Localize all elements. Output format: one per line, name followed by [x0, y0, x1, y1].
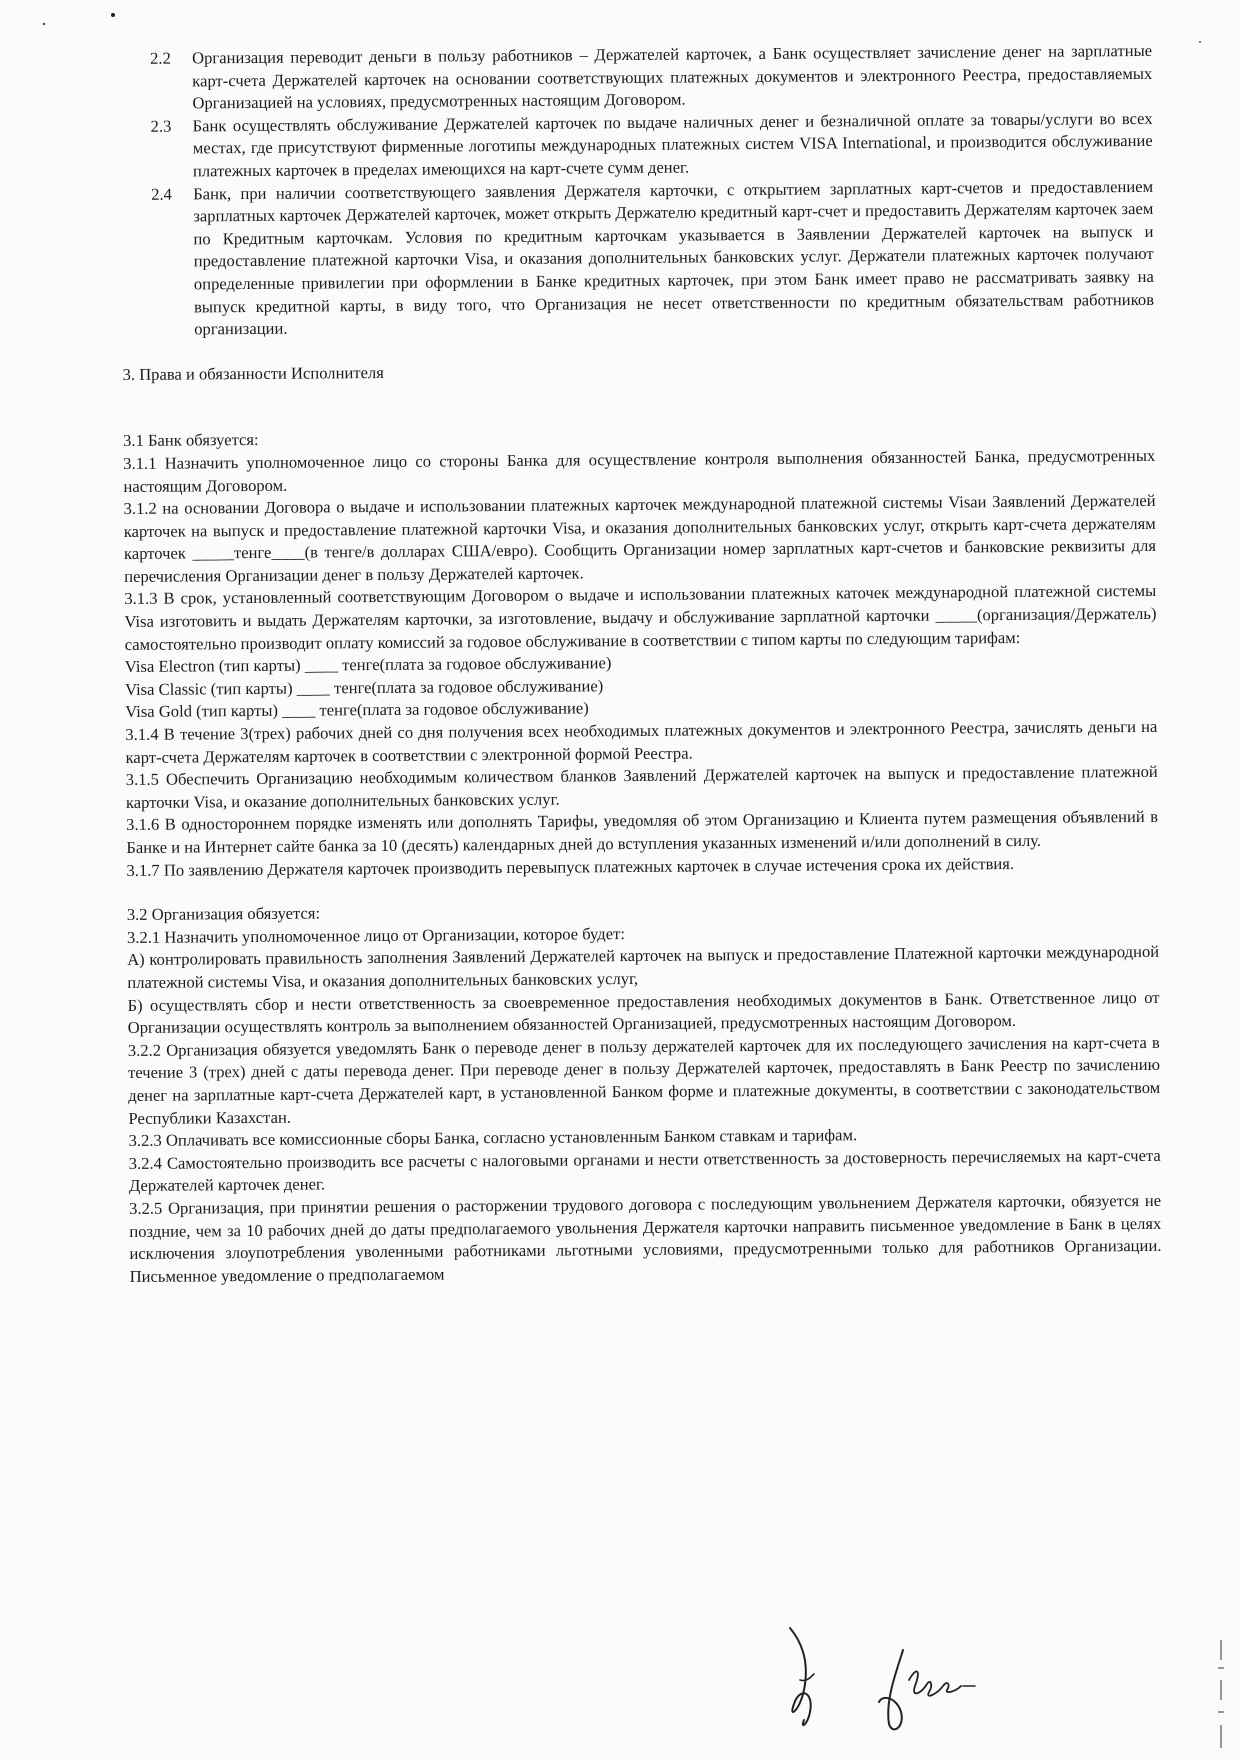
paragraph-3-2-4: 3.2.4 Самостоятельно производить все расчеты с налоговыми органами и нести ответственность за достоверность перечисляемых на карт-счета Держателей карточек денег.	[128, 1145, 1161, 1196]
clause-number: 2.4	[151, 184, 172, 204]
paragraph-3-1: 3.1 Банк обязуется:	[123, 430, 259, 451]
paragraph-3-2-2: 3.2.2 Организация обязуется уведомлять Банк о переводе денег в пользу держателей карточек для их последующего зачисления на карт-счета в течение 3 (трех) дней с даты перевода денег. При переводе денег в пользу Держателей карточек, предоставлять в Банк Реестр по зачислению денег на зарплатные карт-счета Держателей карт, в установленной Банком форме и платежные документы, в соответствии с законодательством Республики Казахстан.	[127, 1032, 1161, 1128]
paragraph-3-1-6: 3.1.6 В одностороннем порядке изменять или дополнять Тарифы, уведомляя об этом Организацию и Клиента путем размещения объявлений в Банке и на Интернет сайте банка за 10 (десять) календарных дней до вступления указанных изменений и/или дополнений в силу.	[126, 807, 1159, 857]
paragraph-3-2-1: 3.2.1 Назначить уполномоченное лицо от Организации, которое будет:	[126, 923, 626, 947]
paragraph-3-1-1: 3.1.1 Назначить уполномоченное лицо со стороны Банка для осуществление контроля выполнения обязанностей Банка, предусмотренных настоящим Договором.	[123, 445, 1156, 496]
margin-binding-marks	[1216, 0, 1226, 1754]
paragraph-3-2-5: 3.2.5 Организация, при принятии решения о расторжении трудового договора с последующим увольнением Держателя карточки, обязуется не поздние, чем за 10 рабочих дней до даты предполагаемого увольнения Держателя карточки направить письменное уведомление в Банк в целях исключения злоупотребления уволенными работниками льготными условиями, предусмотренными только для работников Организации. Письменное уведомление о предполагаемом	[129, 1190, 1162, 1286]
signature-left	[770, 1620, 840, 1740]
clause-2-2	[150, 40, 1153, 116]
paragraph-3-1-2: 3.1.2 на основании Договора о выдаче и использовании платежных карточек международной платежной системы Visaи Заявлений Держателей карточек на выпуск и предоставление платежной карточки Visa, и оказания дополнительных банковских услуг, открыть карт-счета держателям карточек _____тенге____(в тенге/в долларах США/евро). Сообщить Организации номер зарплатных карт-счетов и банковские реквизиты для перечисления Организации денег в пользу Держателей карточек.	[123, 490, 1157, 586]
section-3-heading: 3. Права и обязанности Исполнителя	[122, 362, 384, 384]
clause-number: 2.2	[150, 48, 171, 68]
clause-2-3	[151, 108, 1154, 184]
paragraph-3-2-1-b: Б) осуществлять сбор и нести ответственность за своевременное предоставления необходимых документов в Банк. Ответственное лицо от Организации осуществлять контроль за выполнением обязанностей Организацией, предусмотренных настоящим Договором.	[127, 987, 1160, 1038]
clause-number: 2.3	[150, 116, 172, 136]
clause-text: Организация переводит деньги в пользу работников – Держателей карточек, а Банк осуществляет зачисление денег на зарплатные карт-счета Держателей карточек на основании соответствующих платежных документов и электронного Реестра, предоставляемых Организацией на условиях, предусмотренных настоящим Договором.	[192, 40, 1153, 113]
paragraph-3-1-5: 3.1.5 Обеспечить Организацию необходимым количеством бланков Заявлений Держателей карточек на выпуск и предоставление платежной карточки Visa, и оказание дополнительных банковских услуг.	[125, 762, 1158, 812]
paragraph-3-1-4: 3.1.4 В течение 3(трех) рабочих дней со дня получения всех необходимых платежных документов и электронного Реестра, зачислять деньги на карт-счета Держателям карточек в соответствии с электронной формой Реестра.	[125, 716, 1158, 767]
clause-text: Банк, при наличии соответствующего заявления Держателя карточки, с открытием зарплатных карт-счетов и предоставлением зарплатных карточек Держателей карточек, может открыть Держателю кредитный карт-счет и предоставить Держателям карточек заем по Кредитным карточкам. Условия по кредитным карточкам указывается в Заявлении Держателей карточек на выпуск и предоставление платежной карточки Visa, и оказания дополнительных банковских услуг. Держатели платежных карточек получают определенные привилегии при оформлении в Банке кредитных карточек, при этом Банк имеет право не рассматривать заявку на выпуск кредитной карты, в виду того, что Организация не несет ответственности по кредитным обязательствам работников организации.	[193, 176, 1155, 339]
paragraph-3-1-7: 3.1.7 По заявлению Держателя карточек производить перевыпуск платежных карточек в случае истечения срока их действия.	[126, 853, 1015, 880]
signature-right	[875, 1640, 995, 1740]
paragraph-3-2-3: 3.2.3 Оплачивать все комиссионные сборы Банка, согласно установленным Банком ставкам и тарифам.	[128, 1125, 858, 1151]
tariff-visa-gold: Visa Gold (тип карты) ____ тенге(плата за годовое обслуживание)	[125, 698, 589, 722]
tariff-visa-electron: Visa Electron (тип карты) ____ тенге(плата за годовое обслуживание)	[124, 653, 612, 677]
paragraph-3-2-1-a: А) контролировать правильность заполнения Заявлений Держателей карточек на выпуск и предоставление Платежной карточки международной платежной системы Visa, и оказания дополнительных банковских услуг,	[127, 942, 1160, 992]
clause-2-4	[151, 175, 1154, 341]
paragraph-3-1-3: 3.1.3 В срок, установленный соответствующим Договором о выдаче и использовании платежных каточек международной платежной системы Visa изготовить и выдать Держателям карточки, за изготовление, выдачу и обслуживание зарплатной карточки _____(организация/Держатель) самостоятельно производит оплату комиссий за годовое обслуживание в соответствии с типом карты по следующим тарифам:	[124, 581, 1157, 654]
tariff-visa-classic: Visa Classic (тип карты) ____ тенге(плата за годовое обслуживание)	[124, 676, 604, 699]
document-page	[120, 40, 1162, 1288]
clause-text: Банк осуществлять обслуживание Держателей карточек по выдаче наличных денег и безналичной оплате за товары/услуги во всех местах, где присутствуют фирменные логотипы международных платежных систем VISA International, и производится обслуживание платежных карточек в пределах имеющихся на карт-счете сумм денег.	[192, 108, 1153, 181]
paragraph-3-2: 3.2 Организация обязуется:	[126, 903, 321, 925]
